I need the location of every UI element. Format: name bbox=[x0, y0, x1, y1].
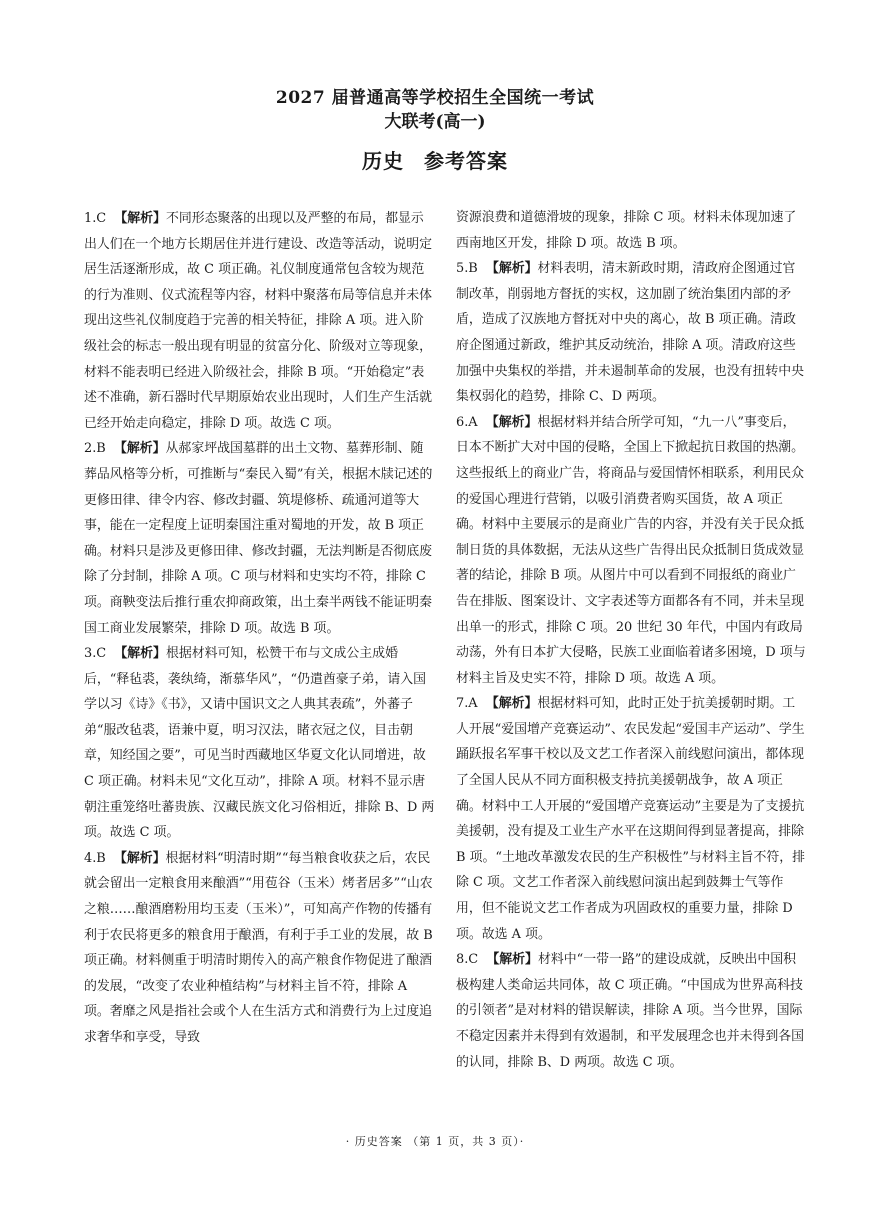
analysis-tag: 【解析】 bbox=[486, 952, 538, 968]
right-column bbox=[456, 205, 808, 1075]
analysis-tag: 【解析】 bbox=[485, 696, 538, 712]
question-number: 6.A bbox=[456, 414, 478, 430]
continued-explanation: 资源浪费和道德滑坡的现象，排除 C 项。材料未体现加速了西南地区开发，排除 D 项。故选 B 项。 bbox=[456, 210, 797, 251]
question-number: 8.C bbox=[456, 952, 479, 968]
question-number: 2.B bbox=[84, 441, 106, 457]
question-number: 3.C bbox=[84, 646, 107, 662]
question-answer bbox=[456, 410, 808, 692]
question-explanation: 根据材料并结合所学可知，“九一八”事变后，日本不断扩大对中国的侵略，全国上下掀起抗日救国的热潮。这些报纸上的商业广告，将商品与爱国情怀相联系，利用民众的爱国心理进行营销，以吸引消费者购买国货，故 A 项正确。材料中主要展示的是商业广告的内容，并没有关于民众抵制日货的具体数据，无法从这些广告得出民众抵制日货成效显著的结论，排除 B 项。从图片中可以看到不同报纸的商业广告在排版、图案设计、文字表述等方面都各有不同，并未呈现出单一的形式，排除 C 项。20 世纪 30 年代，中国内有政局动荡，外有日本扩大侵略，民族工业面临着诸多困境，D 项与材料主旨及史实不符，排除 D 项。故选 A 项。 bbox=[456, 414, 806, 686]
question-explanation: 根据材料可知，松赞干布与文成公主成婚后，“释毡裘，袭纨绮，渐慕华风”，“仍遣酋豪子弟，请入国学以习《诗》《书》，又请中国识文之人典其表疏”，外蕃子弟“服改毡裘，语兼中夏，明习汉法，睹衣冠之仪，目击朝章，知经国之要”，可见当时西藏地区华夏文化认同增进，故 C 项正确。材料未见“文化互动”，排除 A 项。材料不显示唐朝注重笼络吐蕃贵族、汉藏民族文化习俗相近，排除 B、D 两项。故选 C 项。 bbox=[84, 646, 435, 841]
exam-title: 2027 届普通高等学校招生全国统一考试 bbox=[275, 88, 595, 108]
question-number: 5.B bbox=[456, 261, 478, 277]
analysis-tag: 【解析】 bbox=[485, 261, 538, 277]
answer-key-label: 参考答案 bbox=[424, 149, 508, 173]
analysis-tag: 【解析】 bbox=[485, 414, 538, 430]
question-answer bbox=[84, 641, 436, 846]
question-answer bbox=[84, 846, 436, 1051]
question-explanation: 根据材料“明清时期”“每当粮食收获之后，农民就会留出一定粮食用来酿酒”“用苞谷（玉米）烤者居多”“山农之粮……酿酒磨粉用均玉麦（玉米）”，可知高产作物的传播有利于农民将更多的粮食用于酿酒，有利于手工业的发展，故 B 项正确。材料侧重于明清时期传入的高产粮食作物促进了酿酒的发展，“改变了农业种植结构”与材料主旨不符，排除 A 项。奢靡之风是指社会或个人在生活方式和消费行为上过度追求奢华和享受，导致 bbox=[84, 850, 433, 1045]
question-explanation: 根据材料可知，此时正处于抗美援朝时期。工人开展“爱国增产竞赛运动”、农民发起“爱国丰产运动”、学生踊跃报名军事干校以及文艺工作者深入前线慰问演出，都体现了全国人民从不同方面积极支持抗美援朝战争，故 A 项正确。材料中工人开展的“爱国增产竞赛运动”主要是为了支援抗美援朝，没有提及工业生产水平在这期间得到显著提高，排除 B 项。“土地改革激发农民的生产积极性”与材料主旨不符，排除 C 项。文艺工作者深入前线慰问演出起到鼓舞士气等作用，但不能说文艺工作者成为巩固政权的重要力量，排除 D 项。故选 A 项。 bbox=[456, 696, 806, 942]
exam-subtitle: 大联考(高一) bbox=[384, 112, 486, 132]
page-header bbox=[0, 86, 870, 176]
question-answer bbox=[456, 947, 808, 1075]
subject-label: 历史 bbox=[362, 149, 404, 173]
document-heading bbox=[0, 146, 870, 176]
question-number: 4.B bbox=[84, 850, 106, 866]
question-explanation: 不同形态聚落的出现以及严整的布局，都显示出人们在一个地方长期居住并进行建设、改造等活动，说明定居生活逐渐形成，故 C 项正确。礼仪制度通常包含较为规范的行为准则、仪式流程等内容，材料中聚落布局等信息并未体现出这些礼仪制度趋于完善的相关特征，排除 A 项。进入阶级社会的标志一般出现有明显的贫富分化、阶级对立等现象，材料不能表明已经进入阶级社会，排除 B 项。“开始稳定”表述不准确，新石器时代早期原始农业出现时，人们生产生活就已经开始走向稳定，排除 D 项。故选 C 项。 bbox=[84, 211, 433, 431]
question-number: 1.C bbox=[84, 211, 107, 226]
question-answer bbox=[84, 436, 436, 641]
analysis-tag: 【解析】 bbox=[114, 211, 166, 226]
question-answer bbox=[456, 256, 808, 410]
question-answer bbox=[456, 691, 808, 947]
page-footer: · 历史答案 （第 1 页，共 3 页）· bbox=[345, 1135, 525, 1148]
question-explanation: 材料中“一带一路”的建设成就，反映出中国积极构建人类命运共同体，故 C 项正确。“中国成为世界高科技的引领者”是对材料的错误解读，排除 A 项。当今世界，国际不稳定因素并未得到有效遏制，和平发展理念也并未得到各国的认同，排除 B、D 两项。故选 C 项。 bbox=[456, 952, 805, 1070]
analysis-tag: 【解析】 bbox=[113, 850, 166, 866]
analysis-tag: 【解析】 bbox=[113, 441, 166, 457]
left-column bbox=[84, 206, 436, 1051]
question-number: 7.A bbox=[456, 696, 478, 712]
question-explanation: 从郝家坪战国墓群的出土文物、墓葬形制、随葬品风格等分析，可推断与“秦民入蜀”有关，根据木牍记述的更修田律、律令内容、修改封疆、筑堤修桥、疏通河道等大事，能在一定程度上证明秦国注重对蜀地的开发，故 B 项正确。材料只是涉及更修田律、修改封疆，无法判断是否彻底废除了分封制，排除 A 项。C 项与材料和史实均不符，排除 C 项。商鞅变法后推行重农抑商政策，出土秦半两钱不能证明秦国工商业发展繁荣，排除 D 项。故选 B 项。 bbox=[84, 441, 433, 636]
question-answer bbox=[84, 206, 436, 436]
analysis-tag: 【解析】 bbox=[114, 646, 166, 662]
question-explanation: 材料表明，清末新政时期，清政府企图通过官制改革，削弱地方督抚的实权，这加剧了统治集团内部的矛盾，造成了汉族地方督抚对中央的离心，故 B 项正确。清政府企图通过新政，维护其反动统治，排除 A 项。清政府这些加强中央集权的举措，并未遏制革命的发展，也没有扭转中央集权弱化的趋势，排除 C、D 两项。 bbox=[456, 261, 805, 405]
